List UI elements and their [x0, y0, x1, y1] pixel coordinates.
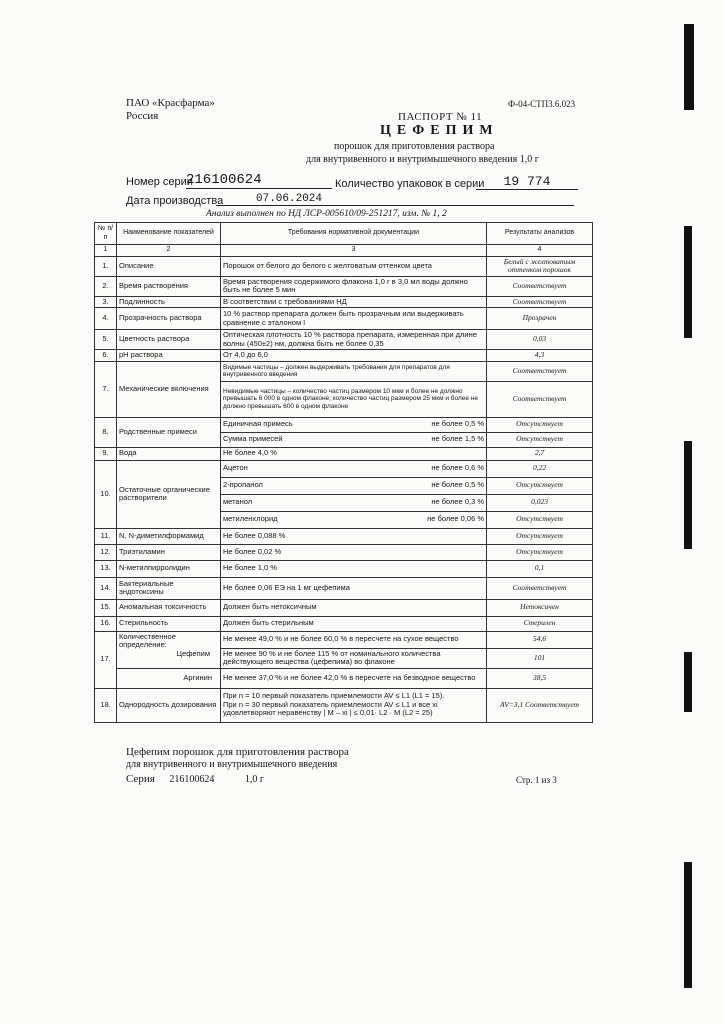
result: Соответствует: [487, 296, 593, 308]
quantity-value: 19 774: [476, 174, 578, 190]
requirement: Не более 0,06 ЕЭ на 1 мг цефепима: [221, 577, 487, 599]
requirement: Не менее 37,0 % и не более 42,0 % в пересчете на безводное вещество: [221, 668, 487, 688]
row-number: 1.: [95, 256, 117, 276]
result: Белый с желтоватым оттенком порошок: [487, 256, 593, 276]
uniformity-criterion-1: При n = 10 первый показатель приемлемости AV ≤ L1 (L1 = 15).: [223, 691, 445, 701]
indicator-name: Подлинность: [117, 296, 221, 308]
indicator-name: Вода: [117, 447, 221, 460]
result: 0,1: [487, 560, 593, 577]
table-row: [95, 528, 593, 544]
result: Нетоксичен: [487, 599, 593, 616]
result: Отсутствует: [487, 477, 593, 494]
requirement: Невидимые частицы – количество частиц размером 10 мкм и более не должно превышать 6 000 в одном флаконе; количество частиц размером 25 мкм и более не должно превышать 600 в одном флаконе: [221, 381, 487, 417]
row-number: 18.: [95, 688, 117, 722]
assay-sub-cefepime: Цефепим: [176, 648, 210, 658]
row-number: 2.: [95, 276, 117, 296]
indicator-name: pH раствора: [117, 350, 221, 362]
result: 0,023: [487, 494, 593, 511]
row-number: 6.: [95, 350, 117, 362]
impurity-name: Сумма примесей: [223, 434, 283, 444]
organization-block: [126, 97, 215, 123]
row-number: 8.: [95, 417, 117, 447]
table-row: [95, 276, 593, 296]
dosage-form-line2: для внутривенного и внутримышечного введения 1,0 г: [306, 154, 539, 165]
requirement: [221, 432, 487, 447]
table-row: [95, 296, 593, 308]
page-number: Стр. 1 из 3: [516, 775, 557, 785]
result: Соответствует: [487, 381, 593, 417]
result: AV=3,1 Соответствует: [487, 688, 593, 722]
footer-product-line1: Цефепим порошок для приготовления раствора: [126, 746, 349, 758]
result: 4,3: [487, 350, 593, 362]
requirement: Должен быть стерильным: [221, 616, 487, 631]
impurity-limit: не более 0,5 %: [431, 419, 484, 429]
table-row: [95, 688, 593, 722]
table-row: [95, 330, 593, 350]
country: Россия: [126, 110, 159, 122]
production-date-value: 07.06.2024: [216, 193, 574, 206]
requirement: 10 % раствор препарата должен быть прозрачным или выдерживать сравнение с эталоном I: [221, 308, 487, 330]
assay-sub-arginine: Аргинин: [117, 668, 221, 688]
indicator-name: N, N-диметилформамид: [117, 528, 221, 544]
result: 2,7: [487, 447, 593, 460]
result: 38,5: [487, 668, 593, 688]
requirement: Порошок от белого до белого с желтоватым оттенком цвета: [221, 256, 487, 276]
result: 0,03: [487, 330, 593, 350]
row-number: 13.: [95, 560, 117, 577]
result: 0,22: [487, 460, 593, 477]
row-number: 15.: [95, 599, 117, 616]
org-name: ПАО «Красфарма»: [126, 97, 215, 109]
uniformity-criterion-2: При n = 30 первый показатель приемлемости AV ≤ L1 и все xi удовлетворяют неравенству | M – xi | ≤ 0,01· L2 · M (L2 = 25): [223, 699, 438, 718]
requirement: Не менее 90 % и не более 115 % от номинального количества действующего вещества (цефепима) во флаконе: [221, 648, 487, 668]
requirement: Не менее 49,0 % и не более 60,0 % в пересчете на сухое вещество: [221, 631, 487, 648]
requirement: От 4,0 до 6,0: [221, 350, 487, 362]
indicator-name: Механические включения: [117, 361, 221, 417]
indicator-name: Аномальная токсичность: [117, 599, 221, 616]
form-code: Ф-04-СТП3.6.023: [508, 99, 576, 109]
requirement: [221, 477, 487, 494]
result: Отсутствует: [487, 544, 593, 560]
result: Стерилен: [487, 616, 593, 631]
result: Прозрачен: [487, 308, 593, 330]
indicator-name: Цветность раствора: [117, 330, 221, 350]
table-row: [95, 544, 593, 560]
col-number: 1: [95, 245, 117, 257]
scan-edge-mark: [684, 226, 692, 338]
indicator-name: N-метилпирролидин: [117, 560, 221, 577]
table-row: [95, 460, 593, 477]
series-value: 216100624: [186, 172, 332, 189]
requirement: [221, 688, 487, 722]
quantity-label: Количество упаковок в серии: [335, 178, 485, 190]
row-number: 4.: [95, 308, 117, 330]
footer-series-label: Серия: [126, 773, 155, 785]
indicator-name: Стерильность: [117, 616, 221, 631]
solvent-name: Ацетон: [223, 463, 248, 473]
drug-name: ЦЕФЕПИМ: [380, 123, 499, 138]
col-number: 4: [487, 245, 593, 257]
scan-edge-mark: [684, 24, 694, 110]
row-number: 10.: [95, 460, 117, 528]
solvent-limit: не более 0,3 %: [431, 497, 484, 507]
solvent-limit: не более 0,5 %: [431, 480, 484, 490]
table-row: [95, 599, 593, 616]
solvent-name: метанол: [223, 497, 253, 507]
indicator-name: Бактериальные эндотоксины: [117, 577, 221, 599]
table-row: [95, 668, 593, 688]
result: Соответствует: [487, 276, 593, 296]
indicator-name: Триэтиламин: [117, 544, 221, 560]
requirement: Должен быть нетоксичным: [221, 599, 487, 616]
requirement: Не более 0,02 %: [221, 544, 487, 560]
table-row: [95, 417, 593, 432]
col-number: 3: [221, 245, 487, 257]
solvent-name: 2-пропанол: [223, 480, 263, 490]
impurity-name: Единичная примесь: [223, 419, 293, 429]
indicator-name: Остаточные органические растворители: [117, 460, 221, 528]
analysis-basis: Анализ выполнен по НД ЛСР-005610/09-251217, изм. № 1, 2: [206, 209, 447, 219]
requirement: Не более 0,088 %: [221, 528, 487, 544]
indicator-name: [117, 631, 221, 668]
col-number: 2: [117, 245, 221, 257]
quality-table: [94, 222, 593, 723]
requirement: Не более 1,0 %: [221, 560, 487, 577]
row-number: 14.: [95, 577, 117, 599]
dosage-form-line1: порошок для приготовления раствора: [334, 141, 495, 152]
col-header-name: Наименование показателей: [117, 223, 221, 245]
col-header-no: № п/п: [95, 223, 117, 245]
indicator-name: Описание: [117, 256, 221, 276]
row-number: 11.: [95, 528, 117, 544]
table-row: [95, 308, 593, 330]
requirement: [221, 460, 487, 477]
row-number: 3.: [95, 296, 117, 308]
table-row: [95, 577, 593, 599]
result: 54,6: [487, 631, 593, 648]
indicator-name: Время растворения: [117, 276, 221, 296]
indicator-name: Прозрачность раствора: [117, 308, 221, 330]
result: Соответствует: [487, 361, 593, 381]
col-header-results: Результаты анализов: [487, 223, 593, 245]
row-number: 7.: [95, 361, 117, 417]
result: Отсутствует: [487, 432, 593, 447]
result: Отсутствует: [487, 511, 593, 528]
requirement: [221, 417, 487, 432]
production-date-label: Дата производства: [126, 195, 224, 207]
table-row: [95, 631, 593, 648]
table-row: [95, 447, 593, 460]
result: Соответствует: [487, 577, 593, 599]
result: Отсутствует: [487, 417, 593, 432]
table-row: [95, 361, 593, 381]
row-number: 5.: [95, 330, 117, 350]
row-number: 16.: [95, 616, 117, 631]
row-number: 17.: [95, 631, 117, 688]
requirement: Не более 4,0 %: [221, 447, 487, 460]
footer-series: [126, 773, 264, 785]
indicator-name: Однородность дозирования: [117, 688, 221, 722]
solvent-name: метиленхлорид: [223, 514, 278, 524]
row-number: 9.: [95, 447, 117, 460]
series-label: Номер серии: [126, 176, 193, 188]
requirement: В соответствии с требованиями НД: [221, 296, 487, 308]
footer-series-value: 216100624: [169, 774, 215, 785]
scan-edge-mark: [684, 862, 692, 988]
requirement: Оптическая плотность 10 % раствора препарата, измеренная при длине волны (450±2) нм, должна быть не более 0,35: [221, 330, 487, 350]
table-row: [95, 256, 593, 276]
assay-label: Количественное определение:: [119, 631, 176, 649]
table-row: [95, 560, 593, 577]
scan-edge-mark: [684, 441, 692, 549]
scan-edge-mark: [684, 652, 692, 712]
passport-title: ПАСПОРТ № 11: [398, 111, 483, 123]
table-row: [95, 350, 593, 362]
row-number: 12.: [95, 544, 117, 560]
requirement: [221, 494, 487, 511]
indicator-name: Родственные примеси: [117, 417, 221, 447]
requirement: [221, 511, 487, 528]
col-header-requirements: Требования нормативной документации: [221, 223, 487, 245]
impurity-limit: не более 1,5 %: [431, 434, 484, 444]
footer-dose: 1,0 г: [244, 774, 264, 785]
result: Отсутствует: [487, 528, 593, 544]
table-row: [95, 616, 593, 631]
requirement: Видимые частицы – должен выдерживать требования для препаратов для внутривенного введения: [221, 361, 487, 381]
footer-product-line2: для внутривенного и внутримышечного введения: [126, 759, 338, 770]
result: 101: [487, 648, 593, 668]
solvent-limit: не более 0,6 %: [431, 463, 484, 473]
requirement: Время растворения содержимого флакона 1,0 г в 3,0 мл воды должно быть не более 5 мин: [221, 276, 487, 296]
solvent-limit: не более 0,06 %: [427, 514, 484, 524]
